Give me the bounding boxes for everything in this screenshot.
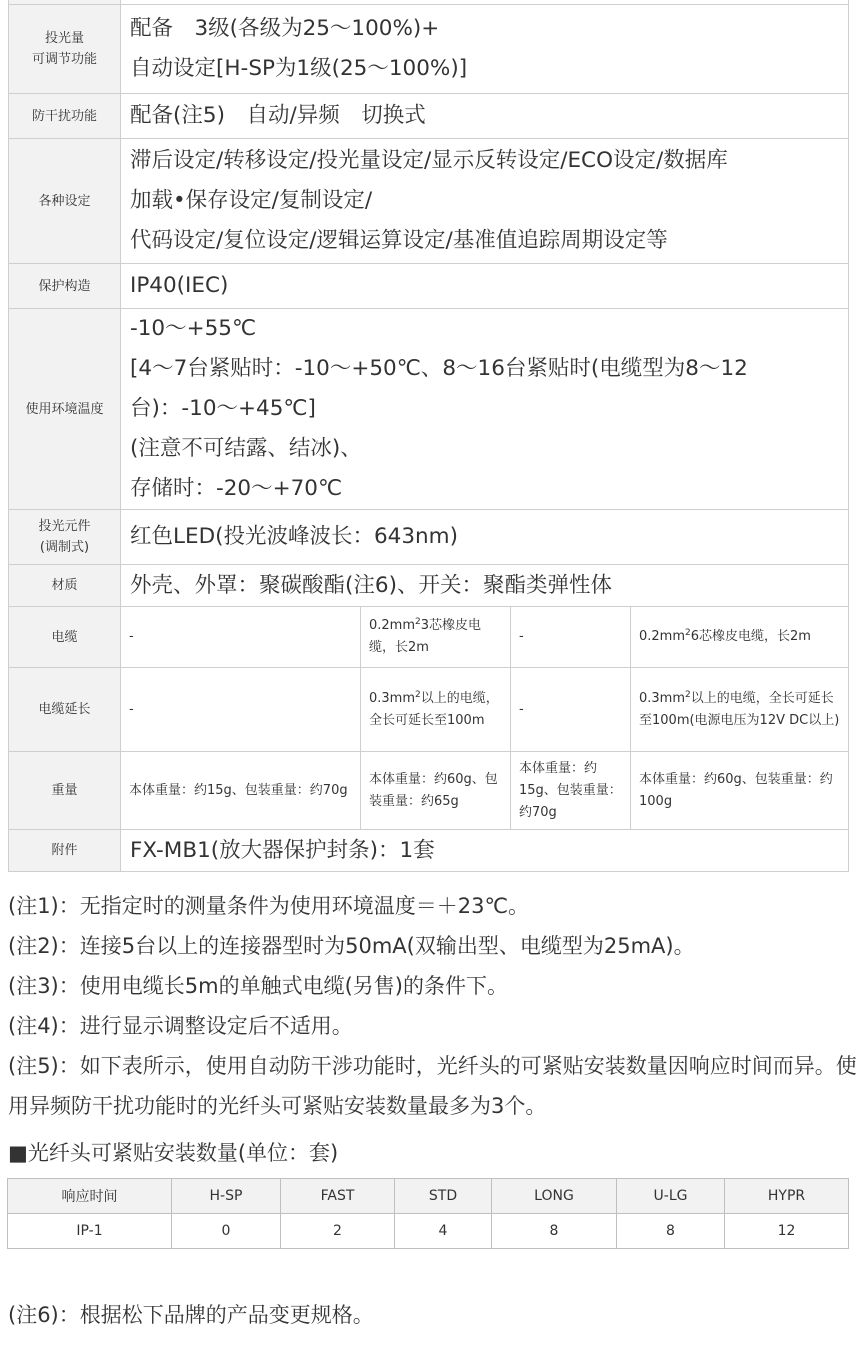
note-6: (注6)：根据松下品牌的产品变更规格。 xyxy=(8,1303,374,1327)
spec-value: 红色LED(投光波峰波长：643nm) xyxy=(121,510,849,565)
spec-cell: - xyxy=(121,607,361,668)
spec-label: 附件 xyxy=(9,830,121,872)
spec-value: 滞后设定/转移设定/投光量设定/显示反转设定/ECO设定/数据库 加载•保存设定/复制设定/ 代码设定/复位设定/逻辑运算设定/基准值追踪周期设定等 xyxy=(121,139,849,264)
mount-table-header xyxy=(8,1179,849,1214)
table-cell: 12 xyxy=(725,1214,849,1249)
header-cell: FAST xyxy=(281,1179,395,1214)
spec-label: 重量 xyxy=(9,752,121,830)
header-cell: HYPR xyxy=(725,1179,849,1214)
spec-cell: 本体重量：约15g、包装重量：约70g xyxy=(511,752,631,830)
note-1: (注1)：无指定时的测量条件为使用环境温度＝＋23℃。 xyxy=(8,894,530,918)
spec-cell: $0.3mm^2$以上的电缆，全长可延长至100m(电源电压为12V DC以上) xyxy=(631,668,849,752)
table-row xyxy=(8,1214,849,1249)
spec-value: FX-MB1(放大器保护封条)：1套 xyxy=(121,830,849,872)
spec-label: 电缆延长 xyxy=(9,668,121,752)
spec-label: 各种设定 xyxy=(9,139,121,264)
spec-label: 保护构造 xyxy=(9,264,121,309)
spec-label: 防干扰功能 xyxy=(9,94,121,139)
mount-table xyxy=(7,1178,849,1249)
spec-row-accessory xyxy=(9,830,849,872)
spec-row-protection xyxy=(9,264,849,309)
spec-value: 外壳、外罩：聚碳酸酯(注6)、开关：聚酯类弹性体 xyxy=(121,565,849,607)
spec-row-light-adjust xyxy=(9,5,849,94)
table-cell: 0 xyxy=(172,1214,281,1249)
table-cell: 8 xyxy=(492,1214,617,1249)
table-cell: IP-1 xyxy=(8,1214,172,1249)
note-3: (注3)：使用电缆长5m的单触式电缆(另售)的条件下。 xyxy=(8,974,508,998)
spec-row-temperature xyxy=(9,309,849,510)
header-cell: LONG xyxy=(492,1179,617,1214)
note-2: (注2)：连接5台以上的连接器型时为50mA(双输出型、电缆型为25mA)。 xyxy=(8,934,695,958)
header-cell: H-SP xyxy=(172,1179,281,1214)
spec-value: -10～+55℃ [4～7台紧贴时：-10～+50℃、8～16台紧贴时(电缆型为8～12 台)：-10～+45℃] (注意不可结露、结冰)、 存储时：-20～+70℃ xyxy=(121,309,849,510)
spec-row-cable-ext xyxy=(9,668,849,752)
header-cell: 响应时间 xyxy=(8,1179,172,1214)
table-cell: 2 xyxy=(281,1214,395,1249)
header-cell: STD xyxy=(395,1179,492,1214)
spec-cell: - xyxy=(121,668,361,752)
table-cell: 4 xyxy=(395,1214,492,1249)
note-4: (注4)：进行显示调整设定后不适用。 xyxy=(8,1014,353,1038)
spec-row-material xyxy=(9,565,849,607)
spec-value: 配备 3级(各级为25～100%)+ 自动设定[H-SP为1级(25～100%)] xyxy=(121,5,849,94)
spec-value: IP40(IEC) xyxy=(121,264,849,309)
spec-label: 使用环境温度 xyxy=(9,309,121,510)
spec-row-weight xyxy=(9,752,849,830)
note-5: (注5)：如下表所示，使用自动防干涉功能时，光纤头的可紧贴安装数量因响应时间而异。使用异频防干扰功能时的光纤头可紧贴安装数量最多为3个。 xyxy=(8,1054,857,1118)
spec-cell: 本体重量：约60g、包装重量：约65g xyxy=(361,752,511,830)
spec-row-emitter xyxy=(9,510,849,565)
spec-cell: 本体重量：约15g、包装重量：约70g xyxy=(121,752,361,830)
notes-section xyxy=(8,886,858,1126)
spec-cell: $0.3mm^2$以上的电缆，全长可延长至100m xyxy=(361,668,511,752)
spec-label: 电缆 xyxy=(9,607,121,668)
table-cell: 8 xyxy=(617,1214,725,1249)
spec-row-cable xyxy=(9,607,849,668)
header-cell: U-LG xyxy=(617,1179,725,1214)
spec-cell: - xyxy=(511,607,631,668)
spec-label: 投光元件 (调制式) xyxy=(9,510,121,565)
mount-table-title: ■光纤头可紧贴安装数量(单位：套) xyxy=(8,1141,339,1165)
spec-row-settings xyxy=(9,139,849,264)
spec-label: 投光量 可调节功能 xyxy=(9,5,121,94)
spec-cell: $0.2mm^26$芯橡皮电缆，长2m xyxy=(631,607,849,668)
spec-table xyxy=(8,0,849,872)
spec-cell: $0.2mm^23$芯橡皮电缆，长2m xyxy=(361,607,511,668)
spec-label: 材质 xyxy=(9,565,121,607)
spec-value: 配备(注5) 自动/异频 切换式 xyxy=(121,94,849,139)
spec-row-interference xyxy=(9,94,849,139)
spec-cell: - xyxy=(511,668,631,752)
spec-cell: 本体重量：约60g、包装重量：约100g xyxy=(631,752,849,830)
